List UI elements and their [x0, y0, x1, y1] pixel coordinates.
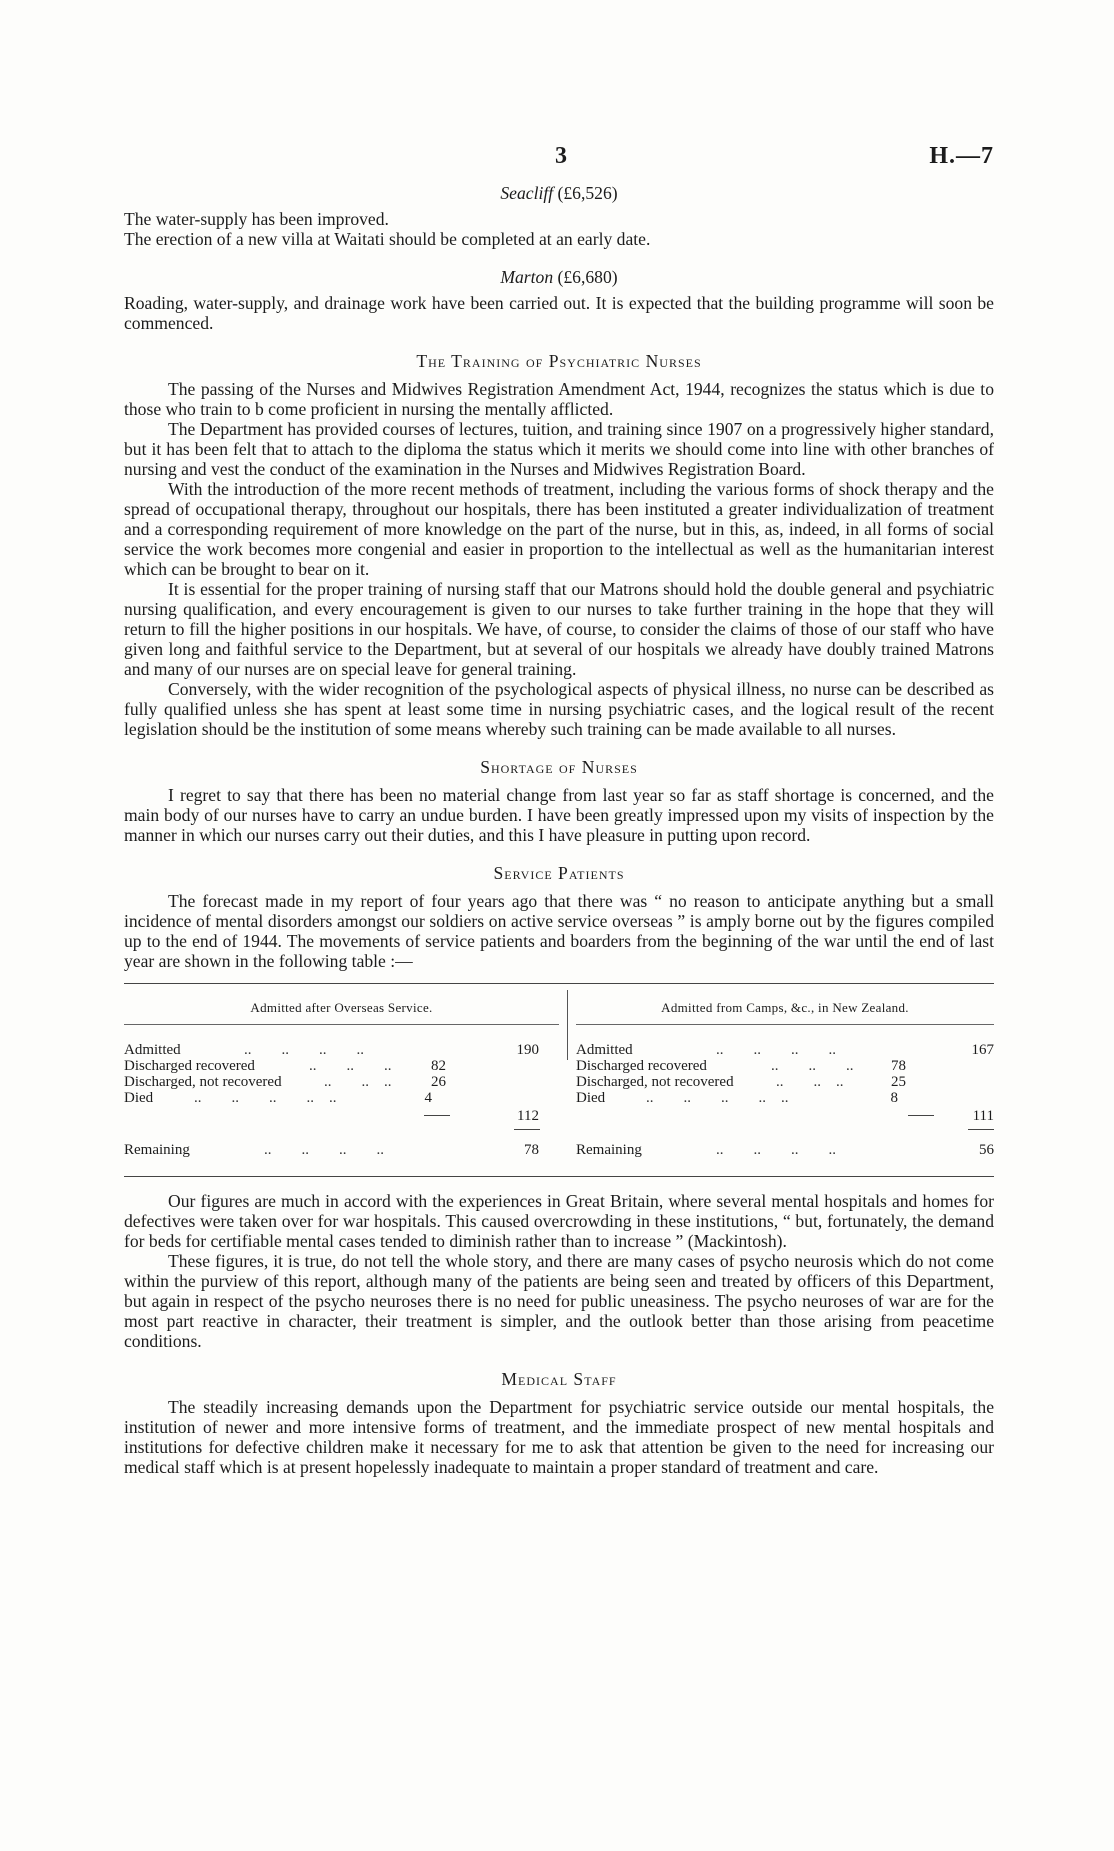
service-patients-table: [124, 983, 994, 1177]
table-row: Discharged, not recovered .. .. .. 26: [124, 1074, 446, 1090]
row-label: Discharged, not recovered: [576, 1074, 734, 1090]
medical-heading: Medical Staff: [501, 1369, 617, 1389]
row-label: Died: [576, 1090, 606, 1106]
row-label: Died: [124, 1090, 154, 1106]
seacliff-line: The water-supply has been improved.: [124, 209, 389, 229]
table-column-overseas: [124, 984, 559, 1176]
seacliff-heading: [124, 183, 994, 203]
training-paragraph: Conversely, with the wider recognition of the psychological aspects of physical illness, no nurse can be described as fully qualified unless she has spent at least some time in nursing psychiatric cases, and the logical result of the recent legislation should be the institution of some means whereby such training can be made available to all nurses.: [124, 679, 994, 739]
service-heading: Service Patients: [493, 863, 625, 883]
page-number: 3: [555, 143, 567, 169]
row-value: 4: [424, 1090, 432, 1106]
medical-paragraph: The steadily increasing demands upon the Department for psychiatric service outside our mental hospitals, the institution of newer and more intensive forms of treatment, and the immediate prospect of new mental hospitals and institutions for defective children make it necessary for me to ask that attention be given to the need for increasing our medical staff which is at present hopelessly inadequate to maintain a proper standard of treatment and care.: [124, 1397, 994, 1477]
admitted-value: 167: [971, 1042, 994, 1058]
row-value: 25: [891, 1074, 906, 1090]
marton-title: Marton: [500, 267, 554, 287]
training-paragraph: With the introduction of the more recent methods of treatment, including the various forms of shock therapy and the spread of occupational therapy, throughout our hospitals, there has been instituted a greater individualization of treatment and a corresponding requirement of more knowledge on the part of the nurse, but in this, as, indeed, in all forms of social service the work becomes more congenial and easier in proportion to the intellectual as well as the humanitarian interest which can be brought to bear on it.: [124, 479, 994, 579]
row-label: Discharged, not recovered: [124, 1074, 282, 1090]
table-row: Died .. .. .. .. .. 8: [576, 1090, 898, 1106]
row-value: 26: [431, 1074, 446, 1090]
table-row: Discharged recovered .. .. .. 78: [576, 1058, 906, 1074]
table-header-camps: Admitted from Camps, &c., in New Zealand.: [576, 984, 994, 1025]
table-row-remaining: Remaining .. .. .. .. 78: [124, 1142, 539, 1158]
row-label: Admitted: [576, 1042, 633, 1058]
row-label: Remaining: [124, 1142, 190, 1158]
marton-heading: [124, 267, 994, 287]
table-row: Died .. .. .. .. .. 4: [124, 1090, 432, 1106]
row-label: Discharged recovered: [124, 1058, 255, 1074]
seacliff-title: Seacliff: [500, 183, 554, 203]
marton-amount: (£6,680): [557, 267, 618, 287]
training-paragraph: The Department has provided courses of lectures, tuition, and training since 1907 on a progressively higher standard, but it has been felt that to attach to the diploma the status which it merits we should come into line with other branches of nursing and vest the conduct of the examination in the Nurses and Midwives Registration Board.: [124, 419, 994, 479]
table-header-overseas: Admitted after Overseas Service.: [124, 984, 559, 1025]
service-paragraph: The forecast made in my report of four years ago that there was “ no reason to anticipate anything but a small incidence of mental disorders amongst our soldiers on active service overseas ” is amply borne out by the figures compiled up to the end of 1944. The movements of service patients and boarders from the beginning of the war until the end of last year are shown in the following table :—: [124, 891, 994, 971]
row-label: Remaining: [576, 1142, 642, 1158]
subtotal-value: 112: [517, 1108, 539, 1124]
shortage-heading: Shortage of Nurses: [480, 757, 638, 777]
table-row: Discharged recovered .. .. .. 82: [124, 1058, 446, 1074]
table-row-subtotal: [576, 1106, 994, 1124]
table-row-remaining: Remaining .. .. .. .. 56: [576, 1142, 994, 1158]
row-value: 78: [891, 1058, 906, 1074]
table-row: Discharged, not recovered .. .. .. 25: [576, 1074, 906, 1090]
row-label: Admitted: [124, 1042, 181, 1058]
service-paragraph: These figures, it is true, do not tell the whole story, and there are many cases of psycho neurosis which do not come within the purview of this report, although many of the patients are being seen and treated by officers of this Department, but again in respect of the psycho neuroses there is no need for public uneasiness. The psycho neuroses of war are for the most part reactive in character, their treatment is simpler, and the outlook better than those arising from peacetime conditions.: [124, 1251, 994, 1351]
table-row-admitted: Admitted .. .. .. .. 190: [124, 1042, 539, 1058]
row-value: 8: [890, 1090, 898, 1106]
subtotal-value: 111: [972, 1108, 994, 1124]
row-value: 82: [431, 1058, 446, 1074]
seacliff-line: The erection of a new villa at Waitati should be completed at an early date.: [124, 229, 651, 249]
service-paragraph: Our figures are much in accord with the experiences in Great Britain, where several mental hospitals and homes for defectives were taken over for war hospitals. This caused overcrowding in these institutions, “ but, fortunately, the demand for beds for certifiable mental cases tended to diminish rather than to increase ” (Mackintosh).: [124, 1191, 994, 1251]
page-header: [124, 143, 994, 173]
seacliff-amount: (£6,526): [557, 183, 618, 203]
table-divider: [567, 990, 568, 1060]
document-reference: H.—7: [929, 143, 994, 169]
page-body: [124, 183, 994, 1477]
sum-rule: [968, 1129, 994, 1130]
table-row-admitted: Admitted .. .. .. .. 167: [576, 1042, 994, 1058]
sum-rule: [514, 1129, 540, 1130]
training-heading: The Training of Psychiatric Nurses: [416, 351, 702, 371]
remaining-value: 78: [524, 1142, 539, 1158]
shortage-paragraph: I regret to say that there has been no material change from last year so far as staff shortage is concerned, and the main body of our nurses have to carry an undue burden. I have been greatly impressed upon my visits of inspection by the manner in which our nurses carry out their duties, and this I have pleasure in putting upon record.: [124, 785, 994, 845]
marton-paragraph: Roading, water-supply, and drainage work have been carried out. It is expected that the building programme will soon be commenced.: [124, 293, 994, 333]
admitted-value: 190: [516, 1042, 539, 1058]
row-label: Discharged recovered: [576, 1058, 707, 1074]
training-paragraph: It is essential for the proper training of nursing staff that our Matrons should hold the double general and psychiatric nursing qualification, and every encouragement is given to our nurses to take further training in the hope that they will return to fill the higher positions in our hospitals. We have, of course, to consider the claims of those of our staff who have given long and faithful service to the Department, but at several of our hospitals we already have doubly trained Matrons and many of our nurses are on special leave for general training.: [124, 579, 994, 679]
table-column-camps: [576, 984, 994, 1176]
training-paragraph: The passing of the Nurses and Midwives Registration Amendment Act, 1944, recognizes the status which is due to those who train to b come proficient in nursing the mentally afflicted.: [124, 379, 994, 419]
remaining-value: 56: [979, 1142, 994, 1158]
table-row-subtotal: [124, 1106, 559, 1124]
